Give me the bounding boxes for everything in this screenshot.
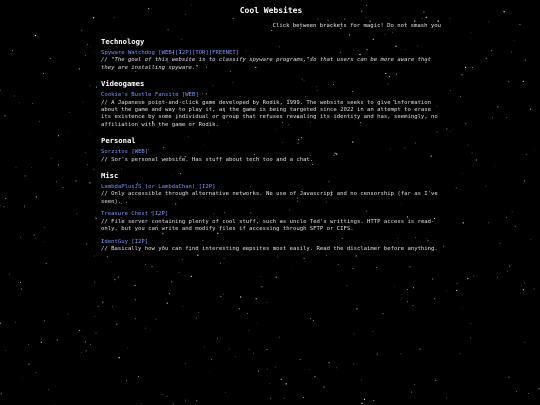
network-link-i2p[interactable]: [I2P] — [131, 238, 149, 245]
star — [1, 393, 2, 394]
star — [516, 391, 517, 392]
site-link-line — [101, 184, 441, 191]
star — [134, 285, 135, 286]
star — [361, 403, 362, 404]
star — [86, 350, 87, 351]
star — [492, 117, 493, 118]
star — [57, 339, 58, 340]
star — [94, 316, 95, 317]
star — [472, 67, 473, 68]
star — [75, 180, 76, 181]
star — [79, 68, 80, 69]
star — [407, 289, 408, 290]
star — [409, 266, 410, 267]
star — [225, 392, 226, 393]
star — [523, 81, 524, 82]
star — [457, 283, 458, 284]
star — [506, 217, 507, 218]
star — [182, 306, 183, 307]
star — [435, 380, 436, 381]
star — [352, 268, 353, 269]
star — [204, 347, 205, 348]
star — [56, 182, 57, 183]
star — [519, 24, 520, 25]
star — [488, 21, 489, 22]
star — [261, 276, 262, 277]
star — [279, 337, 280, 338]
star — [126, 380, 127, 381]
star — [96, 218, 97, 219]
star — [20, 237, 21, 238]
star — [95, 217, 96, 218]
star — [239, 308, 240, 309]
star — [256, 298, 257, 299]
site-entry — [101, 149, 441, 164]
star — [460, 189, 461, 190]
star — [93, 169, 94, 170]
star — [275, 367, 276, 368]
network-link-web[interactable]: [WEB] — [181, 92, 199, 99]
star — [0, 206, 1, 207]
star — [220, 263, 221, 264]
star — [25, 175, 26, 176]
star — [179, 272, 180, 273]
star — [229, 349, 230, 350]
star — [419, 348, 420, 349]
site-link-line — [101, 239, 441, 246]
star — [28, 364, 29, 365]
star — [85, 341, 86, 342]
star — [525, 342, 526, 343]
star — [521, 285, 522, 286]
star — [51, 158, 52, 159]
star — [14, 96, 15, 97]
star — [447, 291, 448, 292]
star — [353, 364, 354, 365]
star — [94, 282, 95, 283]
star — [506, 117, 507, 118]
star — [525, 60, 526, 61]
star — [300, 359, 301, 360]
star — [85, 152, 86, 153]
star — [36, 372, 37, 373]
site-entry — [101, 239, 441, 254]
star — [220, 296, 221, 297]
star — [44, 320, 45, 321]
site-description: // File server containing plenty of cool stuff, such as uncle Ted's writtings. HTTP access is read-only, but you can write and modify files if accessing through SFTP or CIFS. — [101, 218, 435, 233]
star — [266, 302, 267, 303]
star — [46, 263, 47, 264]
star — [523, 289, 524, 290]
star — [93, 17, 94, 18]
star — [167, 302, 168, 303]
star — [58, 164, 59, 165]
star — [86, 244, 87, 245]
star — [258, 371, 259, 372]
star — [446, 397, 447, 398]
category-list — [101, 37, 441, 253]
star — [90, 85, 91, 86]
star — [114, 279, 115, 280]
star — [401, 353, 402, 354]
star — [465, 123, 466, 124]
star — [491, 50, 492, 51]
star — [0, 323, 1, 324]
star — [461, 74, 462, 75]
star — [515, 226, 516, 227]
site-entry — [101, 50, 441, 72]
star — [89, 182, 90, 183]
star — [167, 396, 168, 397]
star — [145, 328, 146, 329]
star — [36, 238, 37, 239]
star — [476, 159, 477, 160]
star — [524, 283, 525, 284]
star — [32, 103, 33, 104]
site-description: // Only accessible through alternative networks. No use of Javascript and no censorship (far as I've seen). — [101, 191, 438, 205]
star — [497, 277, 498, 278]
star — [85, 55, 86, 56]
star — [373, 400, 374, 401]
star — [347, 285, 348, 286]
star — [329, 362, 330, 363]
site-entry — [101, 211, 441, 233]
star — [377, 354, 378, 355]
site-description: // Basically how you can find interesting eepsites most easily. Read the disclaimer before anything. — [101, 245, 438, 252]
star — [58, 135, 59, 136]
star — [507, 271, 508, 272]
star — [285, 383, 286, 384]
star — [512, 211, 513, 212]
star — [24, 207, 25, 208]
site-name-link[interactable]: Spyware Watchdog — [101, 50, 155, 56]
star — [68, 132, 69, 133]
star — [198, 312, 199, 313]
star — [94, 256, 95, 257]
star — [314, 376, 315, 377]
star — [497, 106, 498, 107]
network-link-tor[interactable]: [TOR] — [191, 50, 209, 56]
star — [270, 398, 271, 399]
star — [462, 173, 463, 174]
star — [452, 130, 453, 131]
star — [338, 264, 339, 265]
star — [372, 331, 373, 332]
star — [217, 338, 218, 339]
star — [87, 44, 88, 45]
star — [138, 376, 139, 377]
star — [48, 389, 49, 390]
star — [4, 115, 5, 116]
star — [90, 47, 91, 48]
star — [36, 196, 37, 197]
star — [89, 135, 90, 136]
star — [50, 58, 51, 59]
star — [467, 278, 468, 279]
star — [538, 388, 539, 389]
star — [9, 274, 10, 275]
star — [411, 392, 412, 393]
star — [32, 167, 33, 168]
star — [503, 11, 504, 12]
star — [249, 349, 250, 350]
star — [41, 342, 42, 343]
star — [508, 81, 509, 82]
star — [141, 403, 142, 404]
star — [514, 40, 515, 41]
star — [83, 102, 84, 103]
star — [470, 338, 471, 339]
star — [471, 33, 472, 34]
star — [456, 187, 457, 188]
star — [508, 377, 509, 378]
star — [456, 187, 457, 188]
star — [240, 296, 241, 297]
star — [361, 379, 362, 380]
star — [5, 198, 6, 199]
star — [22, 377, 23, 378]
star — [155, 319, 156, 320]
star — [185, 400, 186, 401]
star — [354, 334, 355, 335]
star — [459, 353, 460, 354]
star — [116, 324, 117, 325]
star — [463, 222, 464, 223]
star — [145, 264, 146, 265]
star — [247, 313, 248, 314]
star — [44, 241, 45, 242]
star — [284, 398, 285, 399]
star — [119, 357, 120, 358]
category-title: Technology — [101, 37, 145, 46]
star — [462, 308, 463, 309]
star — [162, 394, 163, 395]
star — [21, 288, 22, 289]
site-link-line — [101, 149, 441, 156]
star — [249, 330, 250, 331]
star — [534, 288, 535, 289]
category-misc — [101, 171, 441, 253]
category-technology — [101, 37, 441, 72]
star — [43, 73, 44, 74]
network-link-freenet[interactable]: [FREENET] — [208, 50, 240, 56]
star — [39, 121, 40, 122]
star — [196, 318, 197, 319]
star — [511, 52, 512, 53]
star — [96, 87, 97, 88]
star — [528, 393, 529, 394]
star — [276, 277, 277, 278]
star — [450, 90, 451, 91]
network-link-i2p[interactable]: [I2P] — [151, 211, 169, 218]
star — [394, 287, 395, 288]
star — [96, 333, 97, 334]
star — [364, 399, 365, 400]
star — [434, 298, 435, 299]
star — [90, 344, 91, 345]
star — [76, 213, 77, 214]
star — [253, 353, 254, 354]
star — [257, 323, 258, 324]
star — [486, 58, 487, 59]
site-name-link[interactable]: LambdaPlusJS (or LambdaChan) — [101, 184, 196, 191]
star — [267, 369, 268, 370]
star — [15, 322, 16, 323]
site-description: // Sor's personal website. Has stuff about tech too and a chat. — [101, 156, 314, 163]
star — [69, 112, 70, 113]
star — [383, 313, 384, 314]
star — [16, 167, 17, 168]
star — [67, 314, 68, 315]
star — [223, 294, 224, 295]
page-title: Cool Websites — [239, 6, 303, 15]
star — [173, 404, 174, 405]
site-name-link[interactable]: Treasure Chest — [101, 211, 149, 218]
star — [530, 239, 531, 240]
star — [208, 372, 209, 373]
category-title: Videogames — [101, 79, 145, 89]
page-subtitle: Click between brackets for magic! Do not smash you — [272, 23, 441, 29]
star — [266, 349, 267, 350]
site-entry — [101, 184, 441, 206]
star — [235, 356, 236, 357]
star — [446, 128, 447, 129]
star — [465, 67, 466, 68]
category-title: Personal — [101, 136, 136, 146]
star — [414, 384, 415, 385]
star — [524, 180, 525, 181]
star — [98, 306, 99, 307]
star — [376, 267, 377, 268]
star — [292, 267, 293, 268]
star — [157, 271, 158, 272]
star — [81, 30, 82, 31]
star — [413, 287, 414, 288]
star — [79, 330, 80, 331]
star — [34, 234, 35, 235]
star — [0, 90, 1, 91]
star — [308, 370, 309, 371]
network-link-i2p[interactable]: [I2P] — [175, 50, 192, 56]
star — [471, 323, 472, 324]
star — [443, 246, 444, 247]
star — [182, 259, 183, 260]
star — [118, 277, 119, 278]
star — [281, 379, 282, 380]
star — [94, 52, 95, 53]
site-link-line — [101, 92, 441, 99]
star — [269, 383, 270, 384]
star — [500, 243, 501, 244]
site-description: // A Japanese point-and-click game developed by Rodik, 1999. The website seeks to give information about the game and way to play it, as the game is being targeted since 2022 in an attempt to erase its existence by some individual or group that refuses revealing its identity and has, seemingly, no affiliation with the game or Rodik. — [101, 99, 438, 128]
category-title: Misc — [101, 171, 119, 181]
star — [530, 109, 531, 110]
star — [468, 145, 469, 146]
star — [485, 186, 486, 187]
star — [495, 166, 496, 167]
site-name-link[interactable]: IdentGuy — [101, 238, 128, 245]
star — [303, 397, 304, 398]
star — [45, 227, 46, 228]
star — [127, 348, 128, 349]
star — [185, 364, 186, 365]
category-videogames — [101, 79, 441, 129]
star — [24, 205, 25, 206]
network-link-i2p[interactable]: [I2P] — [198, 184, 216, 191]
star — [196, 400, 197, 401]
star — [509, 266, 510, 267]
star — [211, 359, 212, 360]
network-link-web[interactable]: [WEB] — [158, 50, 176, 56]
star — [472, 153, 473, 154]
star — [5, 350, 6, 351]
site-description: // "The goal of this website is to classify spyware programs, so that users can be more aware that they are installing spyware." — [101, 57, 432, 71]
star — [336, 367, 337, 368]
star — [111, 262, 112, 263]
star — [102, 302, 103, 303]
star — [112, 306, 113, 307]
star — [35, 35, 36, 36]
network-link-web[interactable]: [WEB] — [131, 149, 149, 156]
site-entry — [101, 92, 441, 129]
star — [310, 318, 311, 319]
site-link-line — [101, 211, 441, 218]
star — [488, 223, 489, 224]
star — [171, 281, 172, 282]
star — [323, 386, 324, 387]
star — [356, 308, 357, 309]
star — [473, 276, 474, 277]
star — [19, 102, 20, 103]
star — [28, 344, 29, 345]
star — [450, 131, 451, 132]
star — [191, 276, 192, 277]
star — [432, 279, 433, 280]
site-link-line — [101, 50, 441, 57]
star — [135, 299, 136, 300]
star — [407, 301, 408, 302]
star — [261, 286, 262, 287]
star — [20, 282, 21, 283]
page-content — [101, 0, 441, 258]
star — [81, 352, 82, 353]
star — [456, 290, 457, 291]
star — [450, 19, 451, 20]
star — [169, 293, 170, 294]
star — [87, 164, 88, 165]
star — [80, 354, 81, 355]
star — [412, 305, 413, 306]
category-personal — [101, 136, 441, 164]
star — [3, 206, 4, 207]
star — [135, 318, 136, 319]
star — [313, 320, 314, 321]
site-name-link[interactable]: Cookie's Bustle Fansite — [101, 92, 179, 99]
site-name-link[interactable]: Sorzitos — [101, 149, 128, 156]
star — [534, 151, 535, 152]
star — [526, 154, 527, 155]
star — [63, 187, 64, 188]
star — [12, 50, 13, 51]
star — [151, 266, 152, 267]
star — [460, 96, 461, 97]
